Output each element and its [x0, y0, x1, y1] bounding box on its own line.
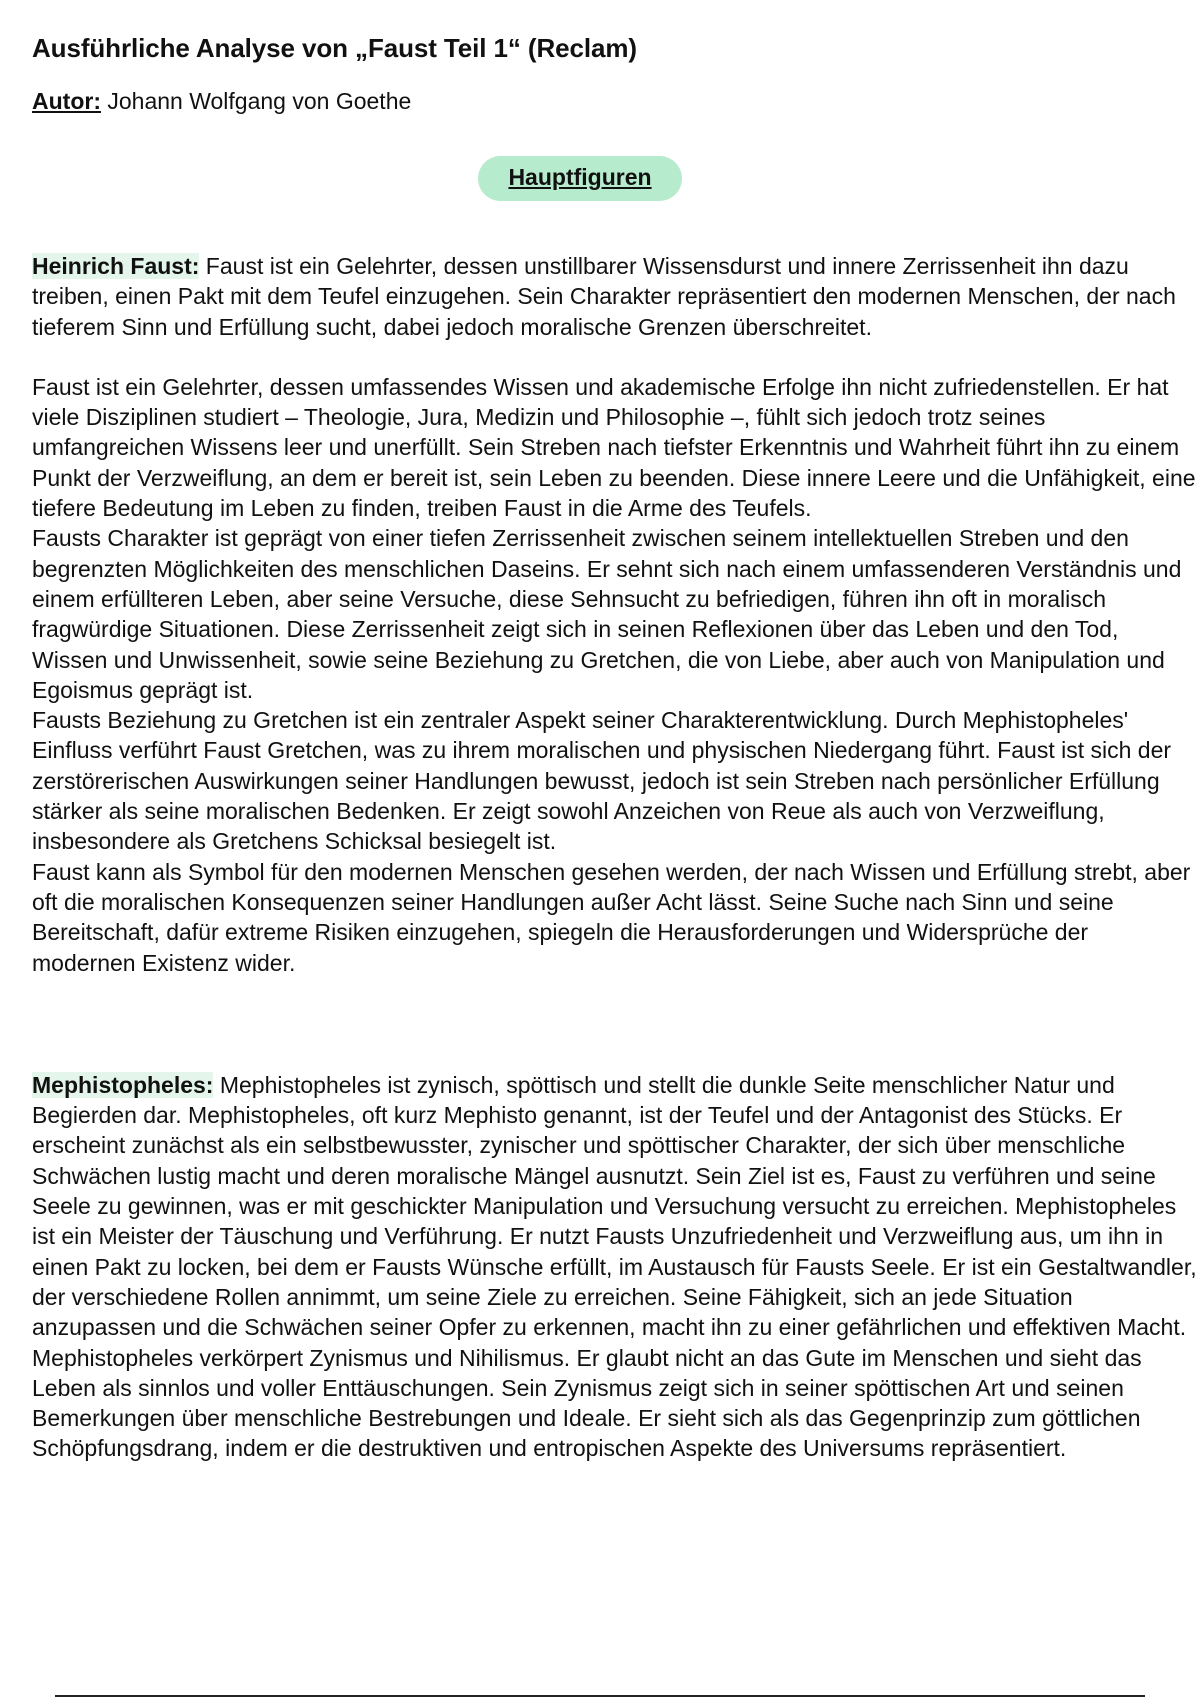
- faust-intro-paragraph: [32, 251, 1197, 342]
- mephisto-section: [32, 1070, 1197, 1464]
- faust-paragraph: Fausts Charakter ist geprägt von einer tiefen Zerrissenheit zwischen seinem intellektuellen Streben und den begrenzten Möglichkeiten des menschlichen Daseins. Er sehnt sich nach einem umfassenderen Verständnis und einem erfüllteren Leben, aber seine Versuche, diese Sehnsucht zu befriedigen, führen ihn oft in moralisch fragwürdige Situationen. Diese Zerrissenheit zeigt sich in seinen Reflexionen über das Leben und den Tod, Wissen und Unwissenheit, sowie seine Beziehung zu Gretchen, die von Liebe, aber auch von Manipulation und Egoismus geprägt ist.: [32, 525, 1182, 703]
- section-heading-pill: Hauptfiguren: [478, 156, 681, 201]
- document-page: [32, 30, 1197, 1464]
- section-spacer: [32, 978, 1192, 1070]
- document-title: Ausführliche Analyse von „Faust Teil 1“ (Reclam): [32, 33, 637, 63]
- paragraph-spacer: [32, 342, 1197, 372]
- faust-section: [32, 251, 1197, 978]
- mephisto-intro-paragraph: [32, 1070, 1197, 1343]
- faust-paragraph: Fausts Beziehung zu Gretchen ist ein zentraler Aspekt seiner Charakterentwicklung. Durch Mephistopheles' Einfluss verführt Faust Gretchen, was zu ihrem moralischen und physischen Niedergang führt. Faust ist sich der zerstörerischen Auswirkungen seiner Handlungen bewusst, jedoch ist sein Streben nach persönlicher Erfüllung stärker als seine moralischen Bedenken. Er zeigt sowohl Anzeichen von Reue als auch von Verzweiflung, insbesondere als Gretchens Schicksal besiegelt ist.: [32, 707, 1172, 855]
- bottom-divider: [55, 1695, 1145, 1697]
- faust-paragraph: Faust kann als Symbol für den modernen Menschen gesehen werden, der nach Wissen und Erfüllung strebt, aber oft die moralischen Konsequenzen seiner Handlungen außer Acht lässt. Seine Suche nach Sinn und seine Bereitschaft, dafür extreme Risiken einzugehen, spiegeln die Herausforderungen und Widersprüche der modernen Existenz wider.: [32, 858, 1191, 976]
- section-heading-wrap: [32, 156, 1128, 201]
- author-name: Johann Wolfgang von Goethe: [107, 88, 412, 114]
- mephisto-name-label: Mephistopheles:: [32, 1071, 214, 1098]
- mephisto-paragraph: Mephistopheles verkörpert Zynismus und Nihilismus. Er glaubt nicht an das Gute im Menschen und sieht das Leben als sinnlos und voller Enttäuschungen. Sein Zynismus zeigt sich in seiner spöttischen Art und seinen Bemerkungen über menschliche Bestrebungen und Ideale. Er sieht sich als das Gegenprinzip zum göttlichen Schöpfungsdrang, indem er die destruktiven und entropischen Aspekte des Universums repräsentiert.: [32, 1344, 1142, 1462]
- mephisto-intro-text: Mephistopheles ist zynisch, spöttisch und stellt die dunkle Seite menschlicher Natur und Begierden dar. Mephistopheles, oft kurz Mephisto genannt, ist der Teufel und der Antagonist des Stücks. Er erscheint zunächst als ein selbstbewusster, zynischer und spöttischer Charakter, der sich über menschliche Schwächen lustig macht und deren moralische Mängel ausnutzt. Sein Ziel ist es, Faust zu verführen und seine Seele zu gewinnen, was er mit geschickter Manipulation und Versuchung versucht zu erreichen. Mephistopheles ist ein Meister der Täuschung und Verführung. Er nutzt Fausts Unzufriedenheit und Verzweiflung aus, um ihn in einen Pakt zu locken, bei dem er Fausts Wünsche erfüllt, im Austausch für Fausts Seele. Er ist ein Gestaltwandler, der verschiedene Rollen annimmt, um seine Ziele zu erreichen. Seine Fähigkeit, sich an jede Situation anzupassen und die Schwächen seiner Opfer zu erkennen, macht ihn zu einer gefährlichen und effektiven Macht.: [32, 1071, 1197, 1341]
- faust-name-label: Heinrich Faust:: [32, 253, 200, 279]
- author-line: [32, 86, 1192, 116]
- faust-intro-text: Faust ist ein Gelehrter, dessen unstillbarer Wissensdurst und innere Zerrissenheit ihn dazu treiben, einen Pakt mit dem Teufel einzugehen. Sein Charakter repräsentiert den modernen Menschen, der nach tieferem Sinn und Erfüllung sucht, dabei jedoch moralische Grenzen überschreitet.: [32, 253, 1176, 340]
- author-label: Autor:: [32, 88, 101, 114]
- faust-paragraph: Faust ist ein Gelehrter, dessen umfassendes Wissen und akademische Erfolge ihn nicht zufriedenstellen. Er hat viele Disziplinen studiert – Theologie, Jura, Medizin und Philosophie –, fühlt sich jedoch trotz seines umfangreichen Wissens leer und unerfüllt. Sein Streben nach tiefster Erkenntnis und Wahrheit führt ihn zu einem Punkt der Verzweiflung, an dem er bereit ist, sein Leben zu beenden. Diese innere Leere und die Unfähigkeit, eine tiefere Bedeutung im Leben zu finden, treiben Faust in die Arme des Teufels.: [32, 373, 1196, 522]
